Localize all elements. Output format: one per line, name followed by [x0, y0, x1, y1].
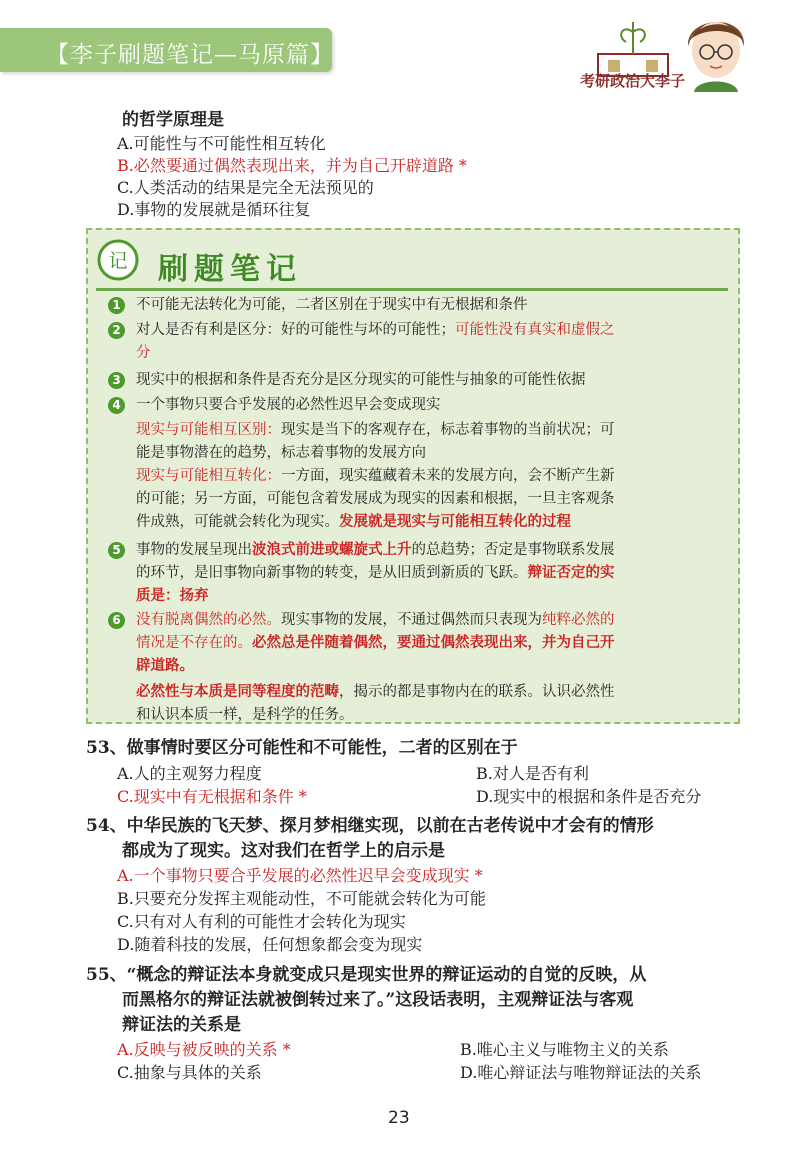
note-4b: 现实与可能相互转化：一方面，现实蕴藏着未来的发展方向，会不断产生新 — [136, 468, 615, 484]
note-4: 一个事物只要合乎发展的必然性迟早会变成现实 — [136, 397, 441, 413]
notes-heading: 刷题笔记 — [158, 252, 302, 287]
note-4b-cont2: 件成熟，可能就会转化为现实。发展就是现实与可能相互转化的过程 — [136, 513, 571, 530]
note-5-cont2: 质是：扬弃 — [136, 587, 209, 604]
notes-divider — [96, 288, 728, 291]
note-7-cont: 和认识本质一样，是科学的任务。 — [136, 707, 354, 723]
prev-question-tail: 的哲学原理是 — [122, 110, 224, 130]
avatar-icon — [680, 6, 752, 92]
q55-option-d: D.唯心辩证法与唯物辩证法的关系 — [460, 1063, 702, 1082]
note-5: 事物的发展呈现出波浪式前进或螺旋式上升的总趋势；否定是事物联系发展 — [136, 541, 615, 558]
prev-option-a: A.可能性与不可能性相互转化 — [117, 134, 326, 153]
note-5-cont: 的环节，是旧事物向新事物的转变，是从旧质到新质的飞跃。辩证否定的实 — [136, 564, 615, 581]
note-4a-cont: 能是事物潜在的趋势，标志着事物的发展方向 — [136, 445, 426, 461]
note-6-cont2: 辟道路。 — [136, 657, 194, 674]
q53-option-c-answer: C.现实中有无根据和条件 * — [117, 787, 307, 806]
note-4a: 现实与可能相互区别：现实是当下的客观存在，标志着事物的当前状况；可 — [136, 422, 615, 438]
note-number-4: 4 — [108, 397, 125, 414]
q54-option-a-answer: A.一个事物只要合乎发展的必然性迟早会变成现实 * — [117, 866, 483, 885]
header-title: 【李子刷题笔记—马原篇】 — [46, 42, 334, 68]
q54-option-d: D.随着科技的发展，任何想象都会变为现实 — [117, 935, 423, 954]
prev-option-b-answer: B.必然要通过偶然表现出来，并为自己开辟道路 * — [117, 156, 467, 175]
note-4b-cont: 的可能；另一方面，可能包含着发展成为现实的因素和根据，一旦主客观条 — [136, 491, 615, 507]
q53-stem: 53、做事情时要区分可能性和不可能性，二者的区别在于 — [86, 738, 518, 758]
note-6-cont: 情况是不存在的。必然总是伴随着偶然，要通过偶然表现出来，并为自己开 — [136, 634, 615, 651]
q53-option-a: A.人的主观努力程度 — [117, 764, 262, 783]
q53-option-d: D.现实中的根据和条件是否充分 — [476, 787, 702, 806]
q54-option-c: C.只有对人有利的可能性才会转化为现实 — [117, 912, 406, 931]
note-2-cont: 分 — [136, 345, 151, 361]
note-7: 必然性与本质是同等程度的范畴，揭示的都是事物内在的联系。认识必然性 — [136, 683, 615, 700]
prev-option-c: C.人类活动的结果是完全无法预见的 — [117, 178, 374, 197]
note-6: 没有脱离偶然的必然。现实事物的发展，不通过偶然而只表现为纯粹必然的 — [136, 612, 615, 628]
prev-option-d: D.事物的发展就是循环往复 — [117, 200, 311, 219]
q55-option-b: B.唯心主义与唯物主义的关系 — [460, 1040, 669, 1059]
q55-option-c: C.抽象与具体的关系 — [117, 1063, 262, 1082]
q53-option-b: B.对人是否有利 — [476, 764, 589, 783]
q54-stem-line1: 54、中华民族的飞天梦、探月梦相继实现，以前在古老传说中才会有的情形 — [86, 816, 654, 836]
q55-stem-line2: 而黑格尔的辩证法就被倒转过来了。”这段话表明，主观辩证法与客观 — [122, 990, 634, 1010]
q54-option-b: B.只要充分发挥主观能动性，不可能就会转化为可能 — [117, 889, 486, 908]
note-number-1: 1 — [108, 297, 125, 314]
q55-option-a-answer: A.反映与被反映的关系 * — [117, 1040, 291, 1059]
q55-stem-line1: 55、“概念的辩证法本身就变成只是现实世界的辩证运动的自觉的反映，从 — [86, 965, 647, 985]
brand-text: 考研政治大李子 — [580, 72, 686, 90]
note-3: 现实中的根据和条件是否充分是区分现实的可能性与抽象的可能性依据 — [136, 372, 586, 388]
page-number: 23 — [388, 1108, 410, 1128]
note-badge-icon — [96, 238, 140, 282]
note-number-6: 6 — [108, 612, 125, 629]
q54-stem-line2: 都成为了现实。这对我们在哲学上的启示是 — [122, 841, 445, 861]
q55-stem-line3: 辩证法的关系是 — [122, 1015, 241, 1035]
note-1: 不可能无法转化为可能，二者区别在于现实中有无根据和条件 — [136, 297, 528, 313]
note-2: 对人是否有利是区分：好的可能性与坏的可能性；可能性没有真实和虚假之 — [136, 322, 615, 338]
note-number-3: 3 — [108, 372, 125, 389]
note-badge-char: 记 — [108, 250, 128, 272]
note-number-5: 5 — [108, 542, 125, 559]
note-number-2: 2 — [108, 322, 125, 339]
